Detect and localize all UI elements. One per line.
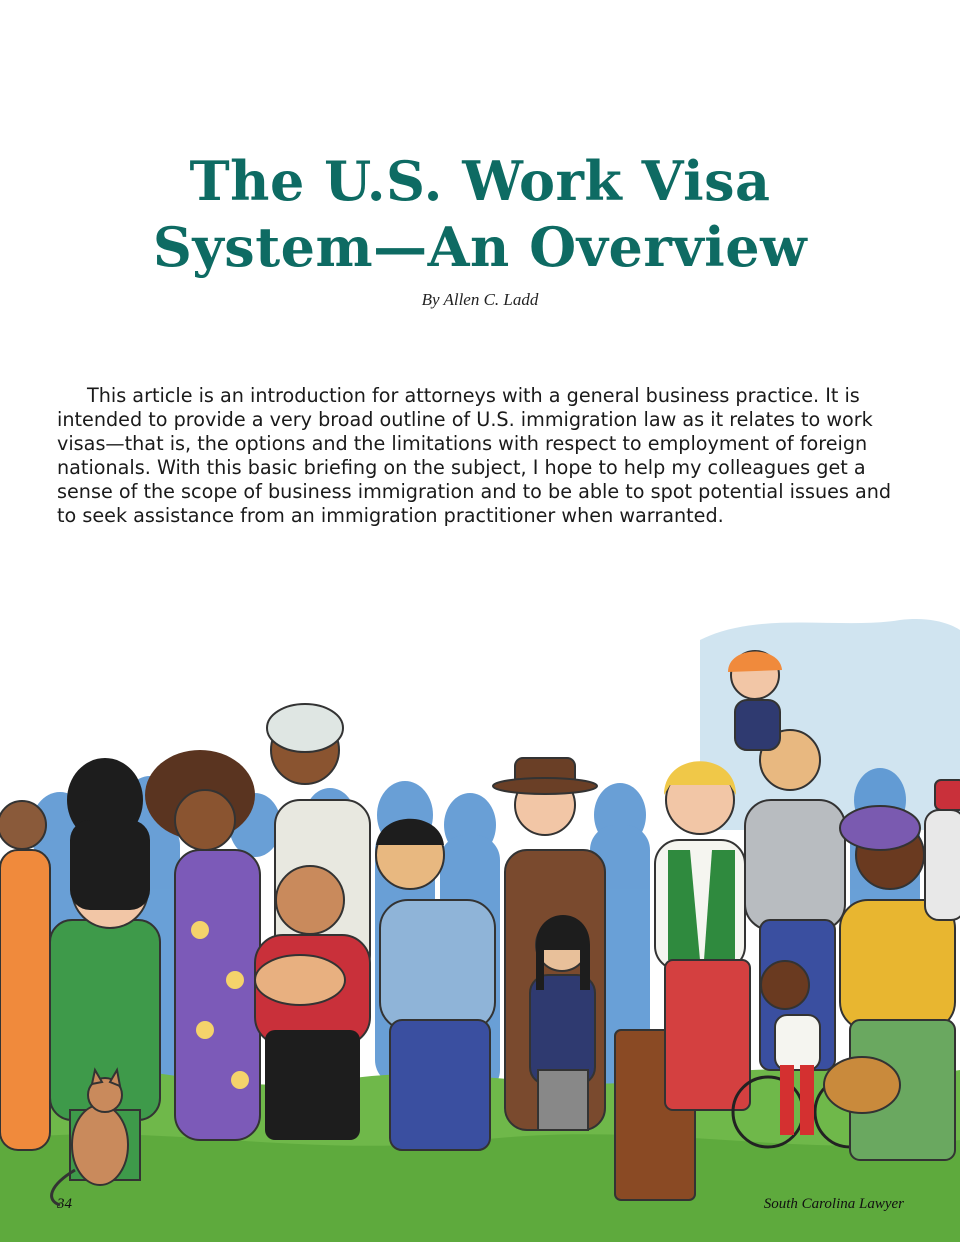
crowd-illustration (0, 600, 960, 1242)
figure-veiled-woman (67, 758, 150, 910)
byline: By Allen C. Ladd (421, 290, 539, 309)
publication-name: South Carolina Lawyer (763, 1196, 904, 1212)
article-title-line-2: System—An Overview (152, 215, 808, 279)
article-title (0, 148, 960, 280)
article-title-line-1: The U.S. Work Visa (189, 149, 771, 213)
intro-paragraph: This article is an introduction for attorneys with a general business practice. It is intended to provide a very broad outline of U.S. immigration law as it relates to work visas—that is, the options and the limitations with respect to employment of foreign nationals. With this basic briefing on the subject, I hope to help my colleagues get a sense of the scope of business immigration and to be able to spot potential issues and to seek assistance from an immigration practitioner when warranted. (57, 384, 892, 527)
figure-girl-with-book (530, 915, 595, 1130)
page-number: 34 (57, 1196, 72, 1212)
figure-woman-orange (0, 801, 50, 1150)
